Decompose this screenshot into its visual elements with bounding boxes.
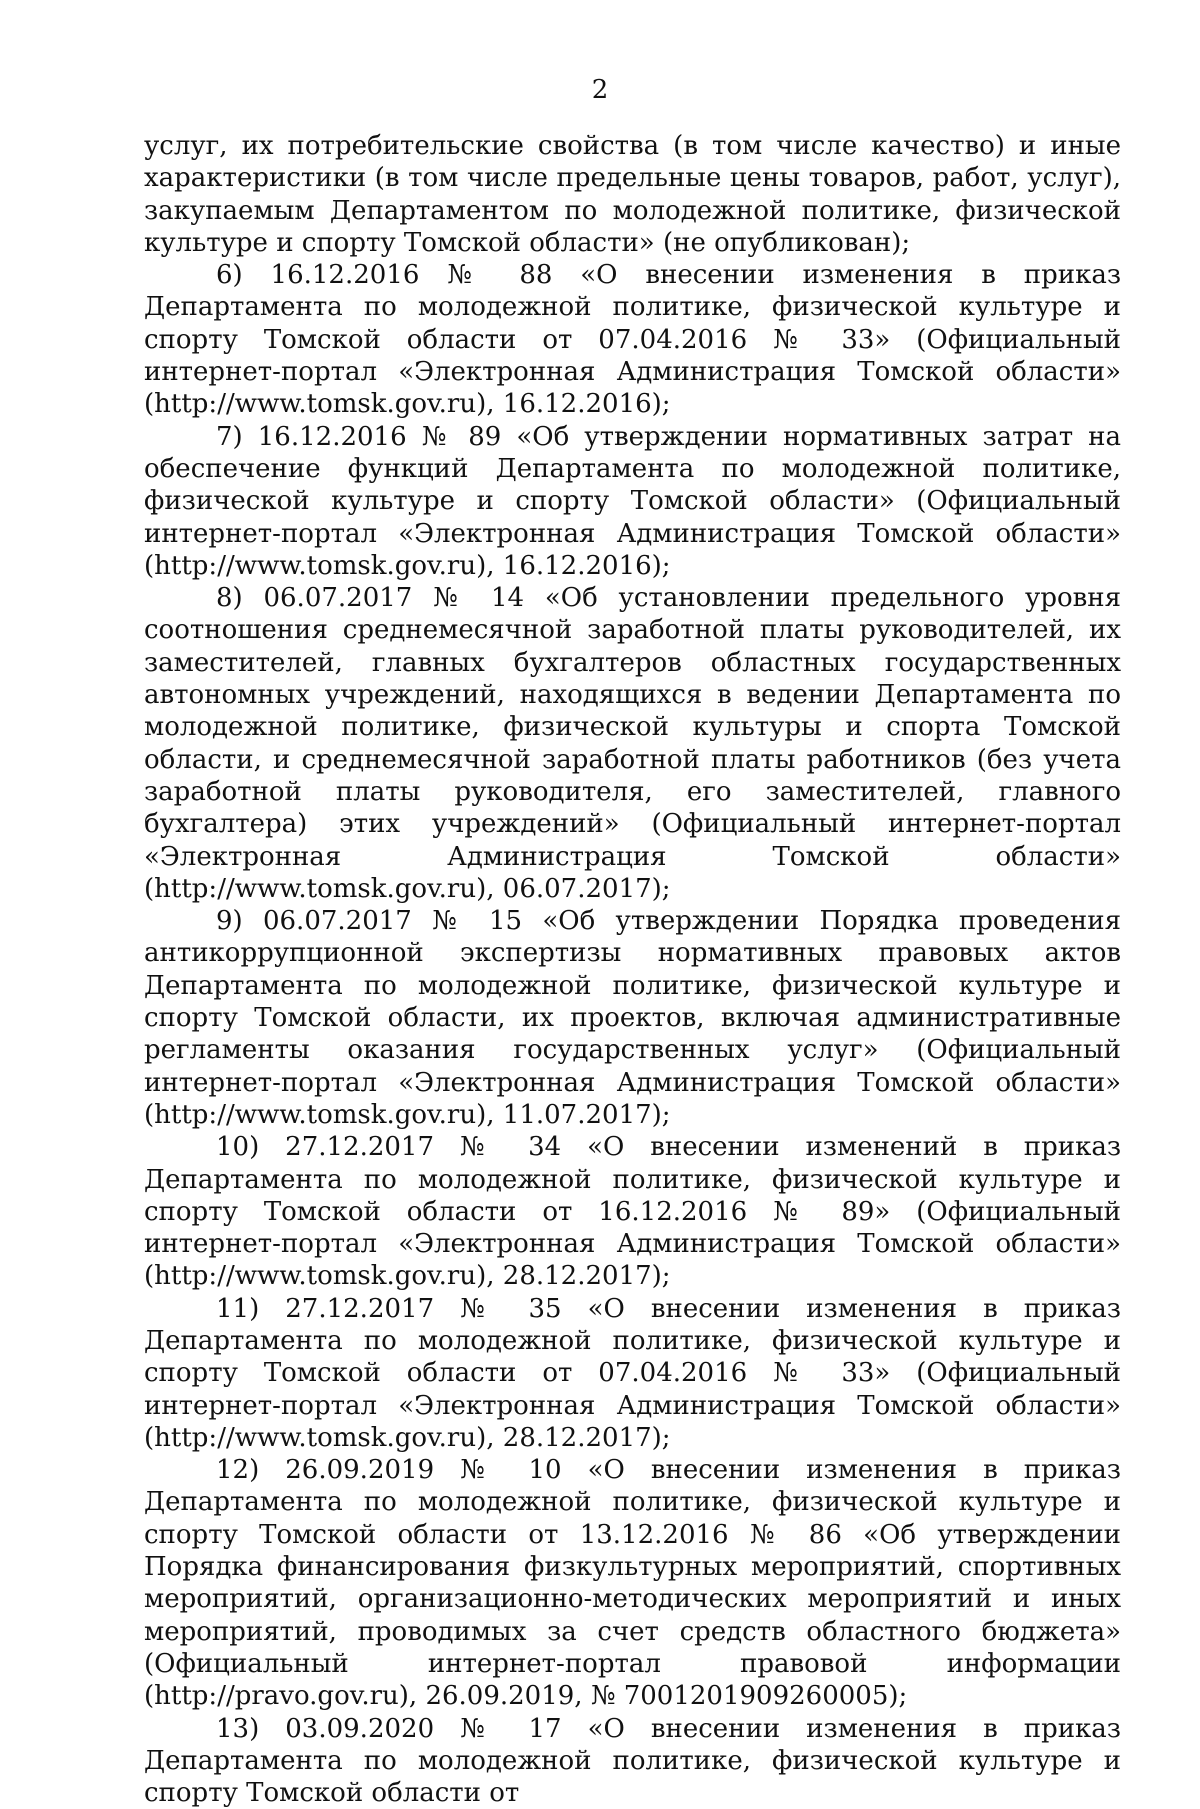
- list-item-11: 11) 27.12.2017 № 35 «О внесении изменения в приказ Департамента по молодежной политике, физической культуре и спорту Томской области от 07.04.2016 № 33» (Официальный интернет-портал «Электронная Администрация Томской области» (http://www.tomsk.gov.ru), 28.12.2017);: [144, 1293, 1121, 1453]
- list-item-12: 12) 26.09.2019 № 10 «О внесении изменения в приказ Департамента по молодежной политике, физической культуре и спорту Томской области от 13.12.2016 № 86 «Об утверждении Порядка финансирования физкультурных мероприятий, спортивных мероприятий, организационно-методических мероприятий и иных мероприятий, проводимых за счет средств областного бюджета» (Официальный интернет-портал правовой информации (http://pravo.gov.ru), 26.09.2019, № 7001201909260005);: [144, 1455, 1121, 1712]
- list-item-7: 7) 16.12.2016 № 89 «Об утверждении нормативных затрат на обеспечение функций Департамента по молодежной политике, физической культуре и спорту Томской области» (Официальный интернет-портал «Электронная Администрация Томской области» (http://www.tomsk.gov.ru), 16.12.2016);: [144, 421, 1121, 581]
- list-item-9: 9) 06.07.2017 № 15 «Об утверждении Порядка проведения антикоррупционной экспертизы нормативных правовых актов Департамента по молодежной политике, физической культуре и спорту Томской области, их проектов, включая административные регламенты оказания государственных услуг» (Официальный интернет-портал «Электронная Администрация Томской области» (http://www.tomsk.gov.ru), 11.07.2017);: [144, 906, 1121, 1130]
- document-body: [144, 130, 1121, 1809]
- list-item-13: 13) 03.09.2020 № 17 «О внесении изменения в приказ Департамента по молодежной политике, физической культуре и спорту Томской области от: [144, 1713, 1121, 1809]
- page-number: 2: [591, 75, 609, 105]
- list-item-10: 10) 27.12.2017 № 34 «О внесении изменений в приказ Департамента по молодежной политике, физической культуре и спорту Томской области от 16.12.2016 № 89» (Официальный интернет-портал «Электронная Администрация Томской области» (http://www.tomsk.gov.ru), 28.12.2017);: [144, 1132, 1121, 1292]
- paragraph-continuation: услуг, их потребительские свойства (в том числе качество) и иные характеристики (в том числе предельные цены товаров, работ, услуг), закупаемым Департаментом по молодежной политике, физической культуре и спорту Томской области» (не опубликован);: [144, 131, 1121, 258]
- list-item-6: 6) 16.12.2016 № 88 «О внесении изменения в приказ Департамента по молодежной политике, физической культуре и спорту Томской области от 07.04.2016 № 33» (Официальный интернет-портал «Электронная Администрация Томской области» (http://www.tomsk.gov.ru), 16.12.2016);: [144, 260, 1121, 420]
- list-item-8: 8) 06.07.2017 № 14 «Об установлении предельного уровня соотношения среднемесячной заработной платы руководителей, их заместителей, главных бухгалтеров областных государственных автономных учреждений, находящихся в ведении Департамента по молодежной политике, физической культуры и спорта Томской области, и среднемесячной заработной платы работников (без учета заработной платы руководителя, его заместителей, главного бухгалтера) этих учреждений» (Официальный интернет-портал «Электронная Администрация Томской области» (http://www.tomsk.gov.ru), 06.07.2017);: [144, 583, 1121, 904]
